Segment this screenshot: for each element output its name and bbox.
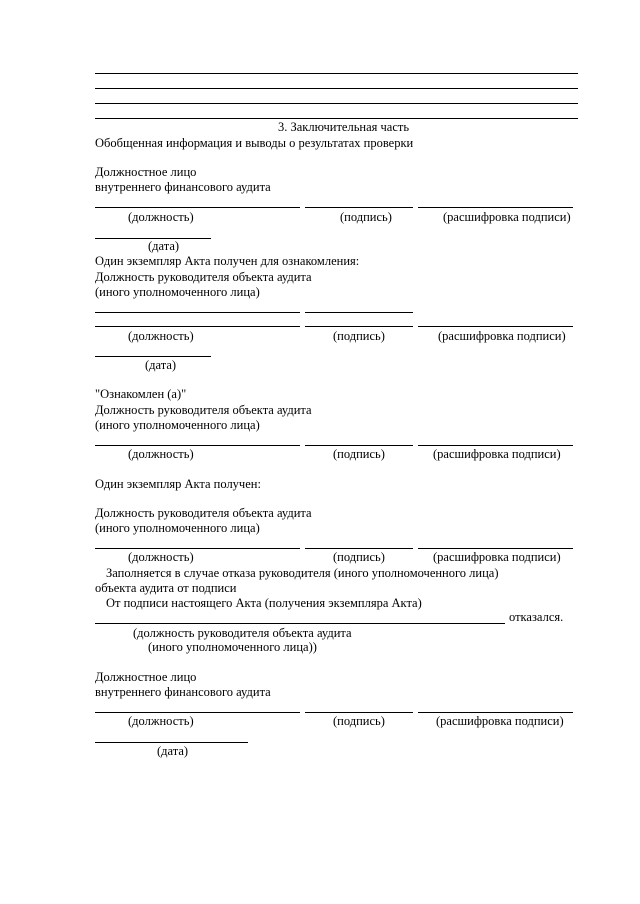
date-blank: [95, 742, 248, 743]
refusal-line2: объекта аудита от подписи: [95, 581, 237, 595]
head-position: Должность руководителя объекта аудита: [95, 270, 312, 284]
section-title: 3. Заключительная часть: [278, 120, 410, 134]
signature-label: (подпись): [333, 447, 385, 461]
other-authorized: (иного уполномоченного лица): [95, 521, 260, 535]
date-label: (дата): [145, 358, 177, 372]
signature-label: (подпись): [340, 210, 392, 224]
signature-label: (подпись): [333, 550, 385, 564]
acquainted: "Ознакомлен (а)": [95, 387, 187, 401]
position-label: (должность): [128, 210, 194, 224]
copy-received-for-review: Один экземпляр Акта получен для ознакомления:: [95, 254, 360, 268]
auditor-line1: Должностное лицо: [95, 165, 197, 179]
other-authorized: (иного уполномоченного лица): [95, 418, 260, 432]
signature-blank: [305, 326, 413, 327]
decoding-label: (расшифровка подписи): [443, 210, 571, 224]
signature-blank: [305, 445, 413, 446]
position-blank: [95, 548, 300, 549]
signature-blank: [305, 207, 413, 208]
ruled-line: [95, 312, 300, 313]
position-label: (должность): [128, 714, 194, 728]
date-label: (дата): [148, 239, 180, 253]
position-blank: [95, 207, 300, 208]
refusal-caption1: (должность руководителя объекта аудита: [133, 626, 352, 640]
refusal-blank: [95, 623, 505, 624]
auditor-line2: внутреннего финансового аудита: [95, 685, 271, 699]
auditor-line2: внутреннего финансового аудита: [95, 180, 271, 194]
refusal-caption2: (иного уполномоченного лица)): [148, 640, 317, 654]
ruled-line: [305, 312, 413, 313]
decoding-blank: [418, 207, 573, 208]
copy-received: Один экземпляр Акта получен:: [95, 477, 261, 491]
refusal-line3: От подписи настоящего Акта (получения экземпляра Акта): [106, 596, 422, 610]
decoding-blank: [418, 445, 573, 446]
other-authorized: (иного уполномоченного лица): [95, 285, 260, 299]
summary-heading: Обобщенная информация и выводы о результатах проверки: [95, 136, 414, 150]
decoding-blank: [418, 548, 573, 549]
ruled-line: [95, 88, 578, 89]
position-label: (должность): [128, 550, 194, 564]
decoding-label: (расшифровка подписи): [433, 550, 561, 564]
refused-text: отказался.: [509, 610, 564, 624]
head-position: Должность руководителя объекта аудита: [95, 403, 312, 417]
decoding-blank: [418, 326, 573, 327]
position-label: (должность): [128, 447, 194, 461]
signature-label: (подпись): [333, 329, 385, 343]
position-label: (должность): [128, 329, 194, 343]
head-position: Должность руководителя объекта аудита: [95, 506, 312, 520]
date-label: (дата): [157, 744, 189, 758]
decoding-label: (расшифровка подписи): [436, 714, 564, 728]
signature-blank: [305, 712, 413, 713]
ruled-line: [95, 118, 578, 119]
ruled-line: [95, 73, 578, 74]
decoding-label: (расшифровка подписи): [433, 447, 561, 461]
decoding-label: (расшифровка подписи): [438, 329, 566, 343]
signature-blank: [305, 548, 413, 549]
signature-label: (подпись): [333, 714, 385, 728]
auditor-line1: Должностное лицо: [95, 670, 197, 684]
position-blank: [95, 445, 300, 446]
date-blank: [95, 356, 211, 357]
ruled-line: [95, 103, 578, 104]
refusal-line1: Заполняется в случае отказа руководителя (иного уполномоченного лица): [106, 566, 499, 580]
decoding-blank: [418, 712, 573, 713]
position-blank: [95, 326, 300, 327]
position-blank: [95, 712, 300, 713]
